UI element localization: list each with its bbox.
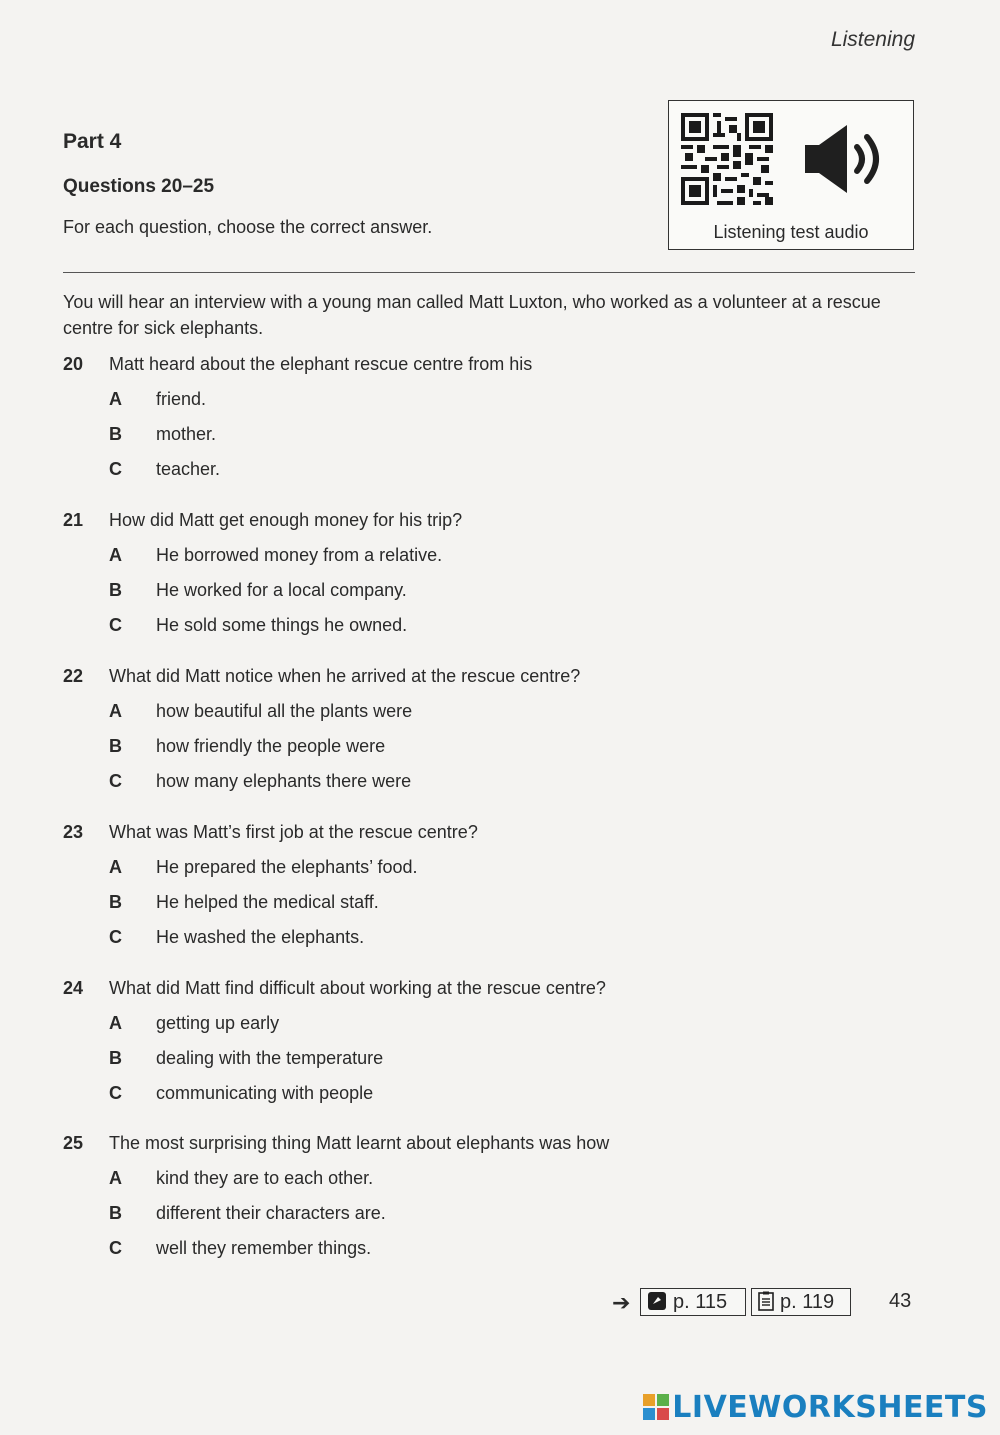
option-b[interactable] <box>109 580 407 601</box>
option-a[interactable] <box>109 389 206 410</box>
question-text: What did Matt find difficult about working at the rescue centre? <box>109 978 606 998</box>
option-b[interactable] <box>109 1203 386 1224</box>
option-c[interactable] <box>109 1083 373 1104</box>
instructions: For each question, choose the correct answer. <box>63 217 433 237</box>
reference-1-text: p. 115 <box>673 1291 728 1313</box>
option-letter: B <box>109 892 122 912</box>
option-letter: A <box>109 857 122 877</box>
question-number: 21 <box>63 510 84 530</box>
option-c[interactable] <box>109 771 411 792</box>
option-b[interactable] <box>109 736 385 757</box>
option-letter: A <box>109 389 122 409</box>
option-c[interactable] <box>109 459 220 480</box>
question-number: 20 <box>63 354 84 374</box>
intro-text: You will hear an interview with a young man called Matt Luxton, who worked as a volunteer at a rescue centre for sick elephants. <box>63 292 881 338</box>
option-a[interactable] <box>109 1013 279 1034</box>
option-text: He worked for a local company. <box>156 580 407 600</box>
option-letter: A <box>109 701 122 721</box>
question-number: 24 <box>63 978 84 998</box>
brand-name: LIVEWORKSHEETS <box>672 1390 988 1425</box>
option-text: He sold some things he owned. <box>156 615 408 635</box>
audio-box[interactable] <box>668 100 914 250</box>
option-letter: C <box>109 615 122 635</box>
audio-label: Listening test audio <box>713 222 869 242</box>
option-letter: A <box>109 1168 122 1188</box>
liveworksheets-logo <box>643 1390 988 1425</box>
option-letter: C <box>109 771 122 791</box>
question-text: How did Matt get enough money for his trip? <box>109 510 463 530</box>
question-text: What did Matt notice when he arrived at the rescue centre? <box>109 666 581 686</box>
liveworksheets-icon <box>643 1394 669 1420</box>
audio-script-icon <box>647 1291 667 1311</box>
option-text: teacher. <box>156 459 221 479</box>
option-c[interactable] <box>109 615 407 636</box>
option-letter: B <box>109 580 122 600</box>
option-text: dealing with the temperature <box>156 1048 384 1068</box>
option-letter: B <box>109 1048 122 1068</box>
option-letter: C <box>109 1083 122 1103</box>
option-text: He prepared the elephants’ food. <box>156 857 418 877</box>
option-b[interactable] <box>109 892 379 913</box>
option-text: communicating with people <box>156 1083 374 1103</box>
option-text: friend. <box>156 389 207 409</box>
option-a[interactable] <box>109 545 442 566</box>
reference-2[interactable] <box>751 1288 851 1316</box>
qr-code-icon <box>681 113 773 205</box>
option-text: how many elephants there were <box>156 771 412 791</box>
option-letter: C <box>109 459 122 479</box>
option-text: He helped the medical staff. <box>156 892 379 912</box>
arrow-right-icon: ➔ <box>612 1290 631 1315</box>
option-letter: C <box>109 927 122 947</box>
option-b[interactable] <box>109 1048 383 1069</box>
option-a[interactable] <box>109 857 418 878</box>
divider <box>63 272 915 273</box>
option-text: getting up early <box>156 1013 280 1033</box>
questions-range: Questions 20–25 <box>63 176 215 197</box>
option-letter: B <box>109 1203 122 1223</box>
option-letter: C <box>109 1238 122 1258</box>
option-c[interactable] <box>109 927 364 948</box>
option-letter: A <box>109 1013 122 1033</box>
option-text: well they remember things. <box>156 1238 372 1258</box>
option-text: mother. <box>156 424 217 444</box>
option-text: how beautiful all the plants were <box>156 701 413 721</box>
part-title: Part 4 <box>63 130 122 153</box>
option-a[interactable] <box>109 1168 373 1189</box>
question-text: The most surprising thing Matt learnt about elephants was how <box>109 1133 610 1153</box>
question-text: What was Matt’s first job at the rescue centre? <box>109 822 478 842</box>
option-a[interactable] <box>109 701 412 722</box>
reference-2-text: p. 119 <box>780 1291 835 1313</box>
option-text: He washed the elephants. <box>156 927 365 947</box>
reference-1[interactable] <box>640 1288 746 1316</box>
option-letter: B <box>109 736 122 756</box>
option-c[interactable] <box>109 1238 371 1259</box>
option-text: how friendly the people were <box>156 736 386 756</box>
option-letter: A <box>109 545 122 565</box>
option-text: different their characters are. <box>156 1203 386 1223</box>
question-number: 23 <box>63 822 84 842</box>
option-text: He borrowed money from a relative. <box>156 545 443 565</box>
question-text: Matt heard about the elephant rescue centre from his <box>109 354 533 374</box>
answer-key-icon <box>758 1291 774 1311</box>
option-letter: B <box>109 424 122 444</box>
section-header: Listening <box>830 28 915 51</box>
option-b[interactable] <box>109 424 216 445</box>
question-number: 25 <box>63 1133 84 1153</box>
speaker-icon <box>803 123 889 195</box>
page-number: 43 <box>889 1290 912 1312</box>
question-number: 22 <box>63 666 84 686</box>
option-text: kind they are to each other. <box>156 1168 374 1188</box>
